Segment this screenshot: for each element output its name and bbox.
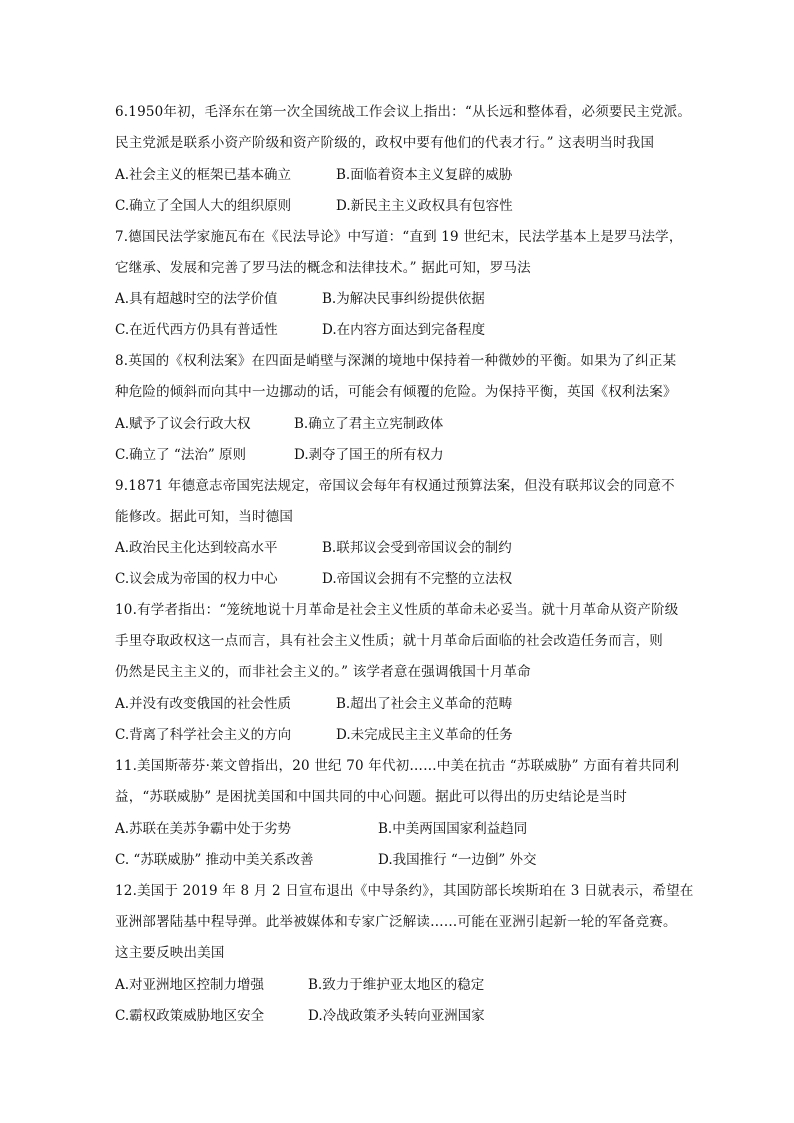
option-c: C.在近代西方仍具有普适性 (115, 322, 278, 338)
question-stem-line: 亚洲部署陆基中程导弹。此举被媒体和专家广泛解读……可能在亚洲引起新一轮的军备竞赛。 (115, 914, 677, 930)
option-b: B.致力于维护亚太地区的稳定 (308, 977, 485, 993)
option-c: C.确立了全国人大的组织原则 (115, 198, 292, 214)
question-stem-line: 7.德国民法学家施瓦布在《民法导论》中写道：“直到 19 世纪末，民法学基本上是罗马法学， (115, 229, 683, 245)
option-a: A.苏联在美苏争霸中处于劣势 (115, 821, 292, 837)
option-a: A.社会主义的框架已基本确立 (115, 167, 292, 183)
option-c: C.背离了科学社会主义的方向 (115, 727, 292, 743)
question-stem-line: 9.1871 年德意志帝国宪法规定，帝国议会每年有权通过预算法案，但没有联邦议会的同意不 (115, 478, 675, 494)
option-c: C.确立了 “法治” 原则 (115, 447, 247, 463)
question-stem-line: 11.美国斯蒂芬·莱文曾指出，20 世纪 70 年代初……中美在抗击 “苏联威胁” 方面有着共同利 (115, 758, 680, 774)
option-b: B.确立了君主立宪制政体 (294, 416, 444, 432)
question-stem-line: 种危险的倾斜而向其中一边挪动的话，可能会有倾覆的危险。为保持平衡，英国《权利法案》 (115, 384, 677, 400)
option-d: D.帝国议会拥有不完整的立法权 (322, 571, 513, 587)
option-c: C.议会成为帝国的权力中心 (115, 571, 278, 587)
option-a: A.政治民主化达到较高水平 (115, 540, 278, 556)
option-d: D.我国推行 “一边倒” 外交 (378, 852, 537, 868)
question-stem-line: 它继承、发展和完善了罗马法的概念和法律技术。” 据此可知，罗马法 (115, 260, 531, 276)
question-stem-line: 能修改。据此可知，当时德国 (115, 509, 294, 525)
question-stem-line: 民主党派是联系小资产阶级和资产阶级的，政权中要有他们的代表才行。” 这表明当时我国 (115, 135, 655, 151)
option-a: A.并没有改变俄国的社会性质 (115, 696, 292, 712)
option-b: B.联邦议会受到帝国议会的制约 (322, 540, 512, 556)
option-d: D.剥夺了国王的所有权力 (294, 447, 444, 463)
question-stem-line: 益，“苏联威胁” 是困扰美国和中国共同的中心问题。据此可以得出的历史结论是当时 (115, 789, 627, 805)
question-stem-line: 手里夺取政权这一点而言，具有社会主义性质；就十月革命后面临的社会改造任务而言，则 (115, 633, 663, 649)
option-d: D.在内容方面达到完备程度 (322, 322, 486, 338)
question-stem-line: 6.1950年初，毛泽东在第一次全国统战工作会议上指出：“从长远和整体看，必须要民主党派。 (115, 104, 692, 120)
question-stem-line: 12.美国于 2019 年 8 月 2 日宣布退出《中导条约》，其国防部长埃斯珀在 3 日就表示，希望在 (115, 883, 694, 899)
option-c: C. “苏联威胁” 推动中美关系改善 (115, 852, 314, 868)
option-b: B.面临着资本主义复辟的威胁 (336, 167, 513, 183)
option-b: B.中美两国国家利益趋同 (378, 821, 528, 837)
option-a: A.赋予了议会行政大权 (115, 416, 251, 432)
option-a: A.对亚洲地区控制力增强 (115, 977, 265, 993)
question-stem-line: 10.有学者指出：“笼统地说十月革命是社会主义性质的革命未必妥当。就十月革命从资产阶级 (115, 602, 679, 618)
option-a: A.具有超越时空的法学价值 (115, 291, 278, 307)
option-b: B.为解决民事纠纷提供依据 (322, 291, 485, 307)
option-d: D.冷战政策矛头转向亚洲国家 (308, 1008, 485, 1024)
option-d: D.新民主主义政权具有包容性 (336, 198, 513, 214)
question-stem-line: 仍然是民主主义的，而非社会主义的。” 该学者意在强调俄国十月革命 (115, 664, 531, 680)
question-stem-line: 这主要反映出美国 (115, 945, 225, 961)
option-c: C.霸权政策威胁地区安全 (115, 1008, 265, 1024)
option-b: B.超出了社会主义革命的范畴 (336, 696, 513, 712)
question-stem-line: 8.英国的《权利法案》在四面是峭壁与深渊的境地中保持着一种微妙的平衡。如果为了纠正某 (115, 353, 677, 369)
option-d: D.未完成民主主义革命的任务 (336, 727, 513, 743)
